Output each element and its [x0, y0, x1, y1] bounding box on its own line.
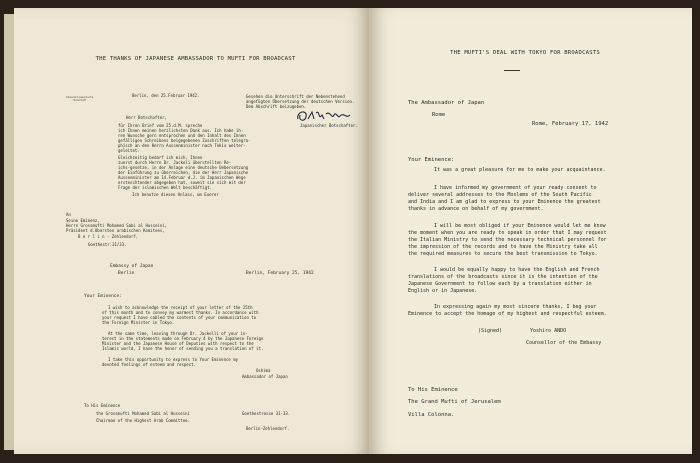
certification-line-1: Gesehen die Unterschrift der Nebenstehend	[246, 94, 345, 99]
right-date: Rome, February 17, 1942	[532, 121, 609, 127]
signer-name: Yoshiro ANDO	[530, 328, 567, 334]
right-page: THE MUFTI'S DEAL WITH TOKYO FOR BROADCASTS The Ambassador of Japan Rome Rome, February 17, 1942 Your Eminence: It was a great pleasure for me to make your acquaintance. I have informed my government of your ready consent to deliver several addresses to the Moslems of the South Pacific and India and I am glad to express to your Eminence the greatest thanks in advance on behalf of my government. I will be most obliged if your Eminence would let me know the moment when you are ready to speak in order that I may request the Italian Ministry to send the necessary technical personnel for the impression of the records and to have the Ministry take all the required measures to secure the best transmission to Tokyo. I would be equally happy to have the English and French translations of the broadcasts since it is the intention of the Japanese Government to follow each by a translation either in English or in Japanese. In expressing again my most sincere thanks, I beg your Eminence to accept the homage of my highest and respectful esteem. (Signed) Yoshiro ANDO Counsellor of the Embassy To His Eminence The Grand Mufti of Jerusalem Villa Colonna.	[370, 8, 692, 454]
certification-line-3: Dem Abschrift beizugeben.	[246, 104, 307, 109]
header-rule	[504, 70, 520, 71]
left-page: THE THANKS OF JAPANESE AMBASSADOR TO MUFTI FOR BROADCAST Kaiserlich Japanische Botschaft Berlin, den 25.Februar 1942. Gesehen die Unterschrift der Nebenstehend angefügten Übersetzung der deutschen Version. Dem Abschrift beizugeben. Japanischer Botschafter. Herr Botschafter, für Ihren Brief vom 25.d.M. spreche ich Ihnen meinen herzlichsten Dank aus. Ich habe ih- ren Wunsche gern entsprochen und den Inhalt des Ihnen gefälligen Schreibens beigegebenen Zuschriften telegra- phisch an den Herrn Aussenminister nach Tokio weiter- geleitet. Gleichzeitig bedarf ich mich, Ihnen zuerst durch Herrn Dr. Jackeli überstellten Re- ichs-gesetze, in der Anlage eine deutsche Uebersetzung der Einführung zu überreichen, die der Herr Japanische Aussenminister am 14.Februar d.J. im Japanischen Wege ersteschtender abgegeben hat, soweit sie sich mit der Frage der islamischen Welt beschäftigt. Ich benutze diesen Anlass, um Euerer An Seine Eminenz, Herrn Grossmufti Mohamed Sabi al Husseini, Präsident d.Obersten arabischen Komitees, B e r l i n - Zehlendorf, Goethestr.31/33. Embassy of Japan Berlin Berlin, February 25, 1942 Your Eminence: I wish to acknowledge the receipt of your letter of the 25th of this month and to convey my warmest thanks. In accordance with your request I have cabled the contents of your communication to the Foreign Minister in Tokyo. At the same time, leaving through Dr. Jackelli of your in- terest in the statements made on February 4 by the Japanese Foreign Minister and the Japanese House of Deputies with respect to the Islamic world, I have the honor of sending you a translation of it. I take this opportunity to express to Your Eminence my devoted feelings of esteem and respect. Oshima Ambassador of Japan To His Eminence the Grossmufti Mohamed Sabi al Husseini Chairman of the Highest Arab Committee. Berlin-Zehlendorf. Goethestrasse 31-33.	[14, 8, 370, 454]
english-salutation: Your Eminence:	[84, 294, 122, 299]
signed-mark: (Signed)	[478, 328, 503, 334]
right-salutation: Your Eminence:	[408, 157, 455, 163]
signer-title: Counsellor of the Embassy	[526, 340, 602, 346]
certification-line-2: angefügten Übersetzung der deutschen Version.	[246, 99, 355, 104]
english-street: Goethestrasse 31-33.	[242, 411, 291, 416]
right-para-1: It was a great pleasure for me to make your acquaintance.	[434, 167, 606, 173]
embassy-letterhead: Kaiserlich Japanische Botschaft	[66, 96, 94, 102]
ambassador-title-german: Japanischer Botschafter.	[300, 123, 358, 128]
german-date: Berlin, den 25.Februar 1942.	[132, 93, 200, 98]
right-page-header: THE MUFTI'S DEAL WITH TOKYO FOR BROADCASTS	[450, 50, 600, 56]
german-salutation: Herr Botschafter,	[126, 115, 167, 120]
german-body-3: Ich benutze diesen Anlass, um Euerer	[132, 192, 219, 197]
left-page-header: THE THANKS OF JAPANESE AMBASSADOR TO MUFTI FOR BROADCAST	[95, 56, 296, 62]
english-date: Berlin, February 25, 1942	[246, 271, 314, 276]
